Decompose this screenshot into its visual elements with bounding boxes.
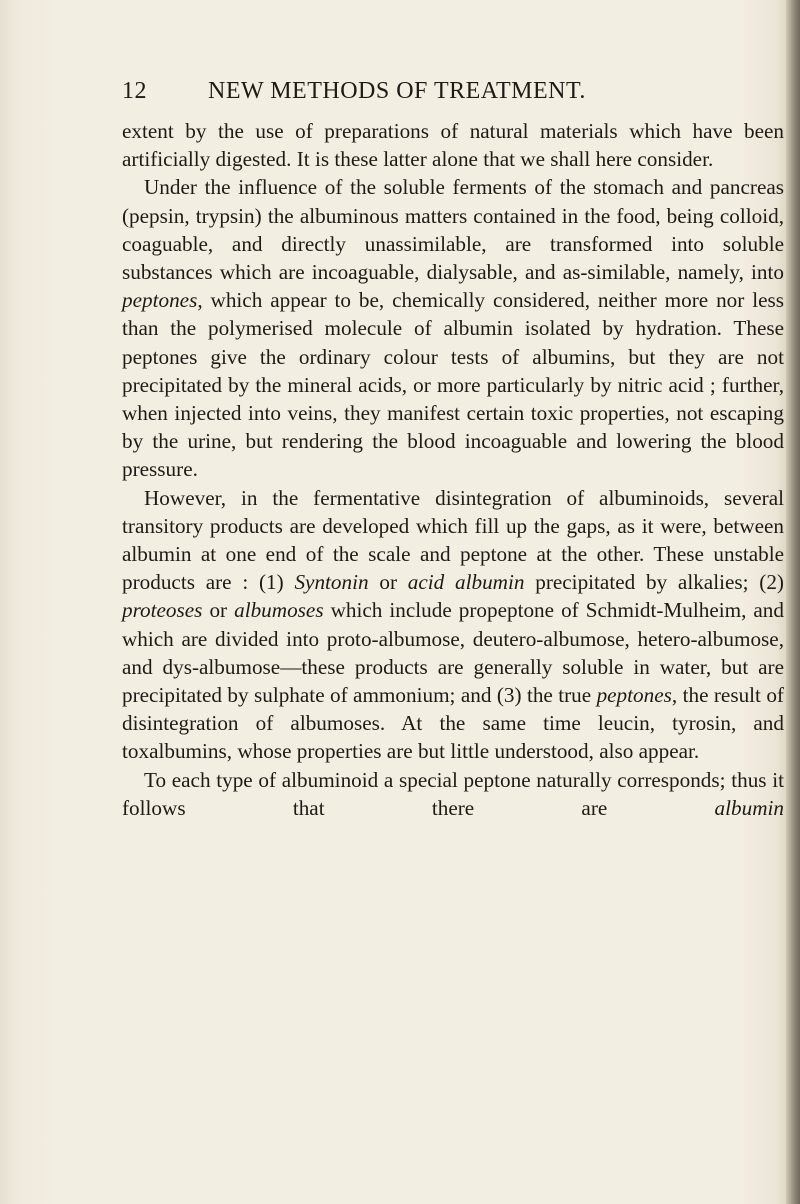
italic-term-proteoses: proteoses <box>122 598 203 623</box>
italic-term-peptones-2: peptones <box>596 683 672 708</box>
paragraph-3 <box>122 484 784 766</box>
book-binding-edge <box>786 0 800 1204</box>
text-run: or <box>368 570 408 595</box>
text-run: which include propeptone of Schmidt-Mulheim, and which are divided into proto-albumose, deutero-albumose, hetero-albumose, and dys-albumose—these products are generally soluble in water, but are precipitated by sulphate of ammonium; and (3) the true <box>122 598 784 708</box>
running-head: NEW METHODS OF TREATMENT. <box>208 78 586 104</box>
page-header <box>122 78 642 112</box>
text-run: Under the influence of the soluble ferments of the stomach and pancreas (pepsin, trypsin) the albuminous matters contained in the food, being colloid, coaguable, and directly unassimilable, are transformed into soluble substances which are incoaguable, dialysable, and as-similable, namely, into <box>122 175 784 285</box>
italic-term-acid-albumin: acid albumin <box>407 570 525 595</box>
text-run: or <box>202 598 235 623</box>
italic-term-albumoses: albumoses <box>234 598 324 623</box>
text-run: To each type of albuminoid a special peptone naturally corresponds; thus it follows that there are <box>122 767 784 820</box>
italic-term-peptones: peptones <box>122 288 198 313</box>
text-run: However, in the fermentative disintegration of albuminoids, several transitory products are developed which fill up the gaps, as it were, between albumin at one end of the scale and peptone at the other. These unstable products are : (1) <box>122 485 784 595</box>
text-run: precipitated by alkalies; (2) <box>524 570 784 595</box>
paragraph-1 <box>122 117 784 173</box>
text-run: extent by the use of preparations of natural materials which have been artificially digested. It is these latter alone that we shall here consider. <box>122 119 784 172</box>
page-number: 12 <box>122 78 147 104</box>
italic-term-syntonin: Syntonin <box>294 570 369 595</box>
italic-term-albumin: albumin <box>714 795 784 820</box>
paragraph-4 <box>122 766 784 822</box>
text-run: , which appear to be, chemically considered, neither more nor less than the polymerised molecule of albumin isolated by hydration. These peptones give the ordinary colour tests of albumins, but they are not precipitated by the mineral acids, or more particularly by nitric acid ; further, when injected into veins, they manifest certain toxic properties, not escaping by the urine, but rendering the blood incoaguable and lowering the blood pressure. <box>122 288 784 482</box>
body-text <box>122 117 784 822</box>
paragraph-2 <box>122 173 784 483</box>
text-run: , the result of disintegration of albumoses. At the same time leucin, tyrosin, and toxalbumins, whose properties are but little understood, also appear. <box>122 683 784 764</box>
